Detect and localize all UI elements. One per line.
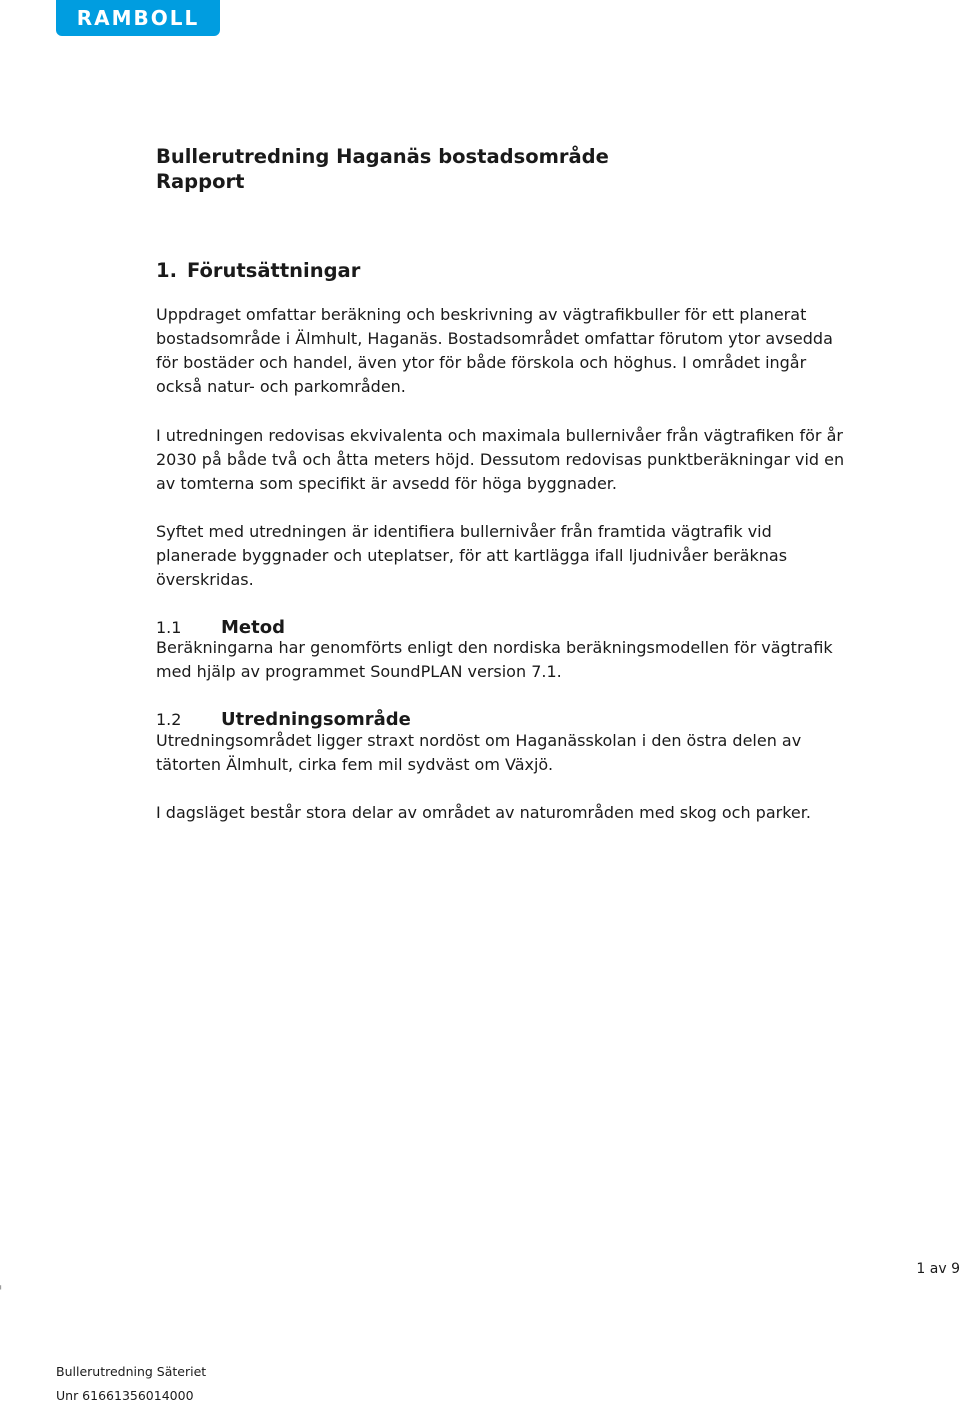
section-1-2-heading (156, 709, 411, 731)
section-1-1-number: 1.1 (156, 618, 182, 637)
section-1-2-paragraph-2: I dagsläget består stora delar av området av naturområden med skog och parker. (156, 803, 811, 822)
footer-report-name: Bullerutredning Säteriet (56, 1364, 207, 1379)
ramboll-logo (56, 0, 220, 36)
title-line-2: Rapport (156, 170, 245, 193)
section-1-paragraph-1: Uppdraget omfattar beräkning och beskrivning av vägtrafikbuller för ett planerat bostadsområde i Älmhult, Haganäs. Bostadsområdet omfattar förutom ytor avsedda för bostäder och handel, även ytor för både förskola och höghus. I området ingår också natur- och parkområden. (156, 305, 833, 396)
footer-unr: Unr 61661356014000 (56, 1388, 194, 1403)
section-1-2-number: 1.2 (156, 710, 182, 729)
section-1-2-paragraph-1: Utredningsområdet ligger straxt nordöst om Haganässkolan i den östra delen av tätorten Älmhult, cirka fem mil sydväst om Växjö. (156, 731, 802, 774)
section-1-paragraph-3: Syftet med utredningen är identifiera bullernivåer från framtida vägtrafik vid planerade byggnader och uteplatser, för att kartlägga ifall ljudnivåer beräknas överskridas. (156, 522, 788, 589)
section-1-paragraph-2: I utredningen redovisas ekvivalenta och maximala bullernivåer från vägtrafiken för år 2030 på både två och åtta meters höjd. Dessutom redovisas punktberäkningar vid en av tomterna som specifikt är avsedd för höga byggnader. (156, 426, 845, 493)
section-1-1-title: Metod (221, 617, 285, 638)
document-title (156, 144, 856, 194)
page-number: 1 av 9 (916, 1261, 960, 1277)
section-1-number: 1. (156, 259, 177, 282)
section-1-heading (156, 258, 360, 284)
title-line-1: Bullerutredning Haganäs bostadsområde (156, 145, 609, 168)
section-1-1-paragraph: Beräkningarna har genomförts enligt den nordiska beräkningsmodellen för vägtrafik med hjälp av programmet SoundPLAN version 7.1. (156, 638, 833, 681)
section-1-2-title: Utredningsområde (221, 709, 411, 730)
logo-text: RAMBOLL (76, 6, 200, 30)
section-1-title: Förutsättningar (186, 259, 361, 282)
file-path-vertical (0, 1232, 1, 1384)
